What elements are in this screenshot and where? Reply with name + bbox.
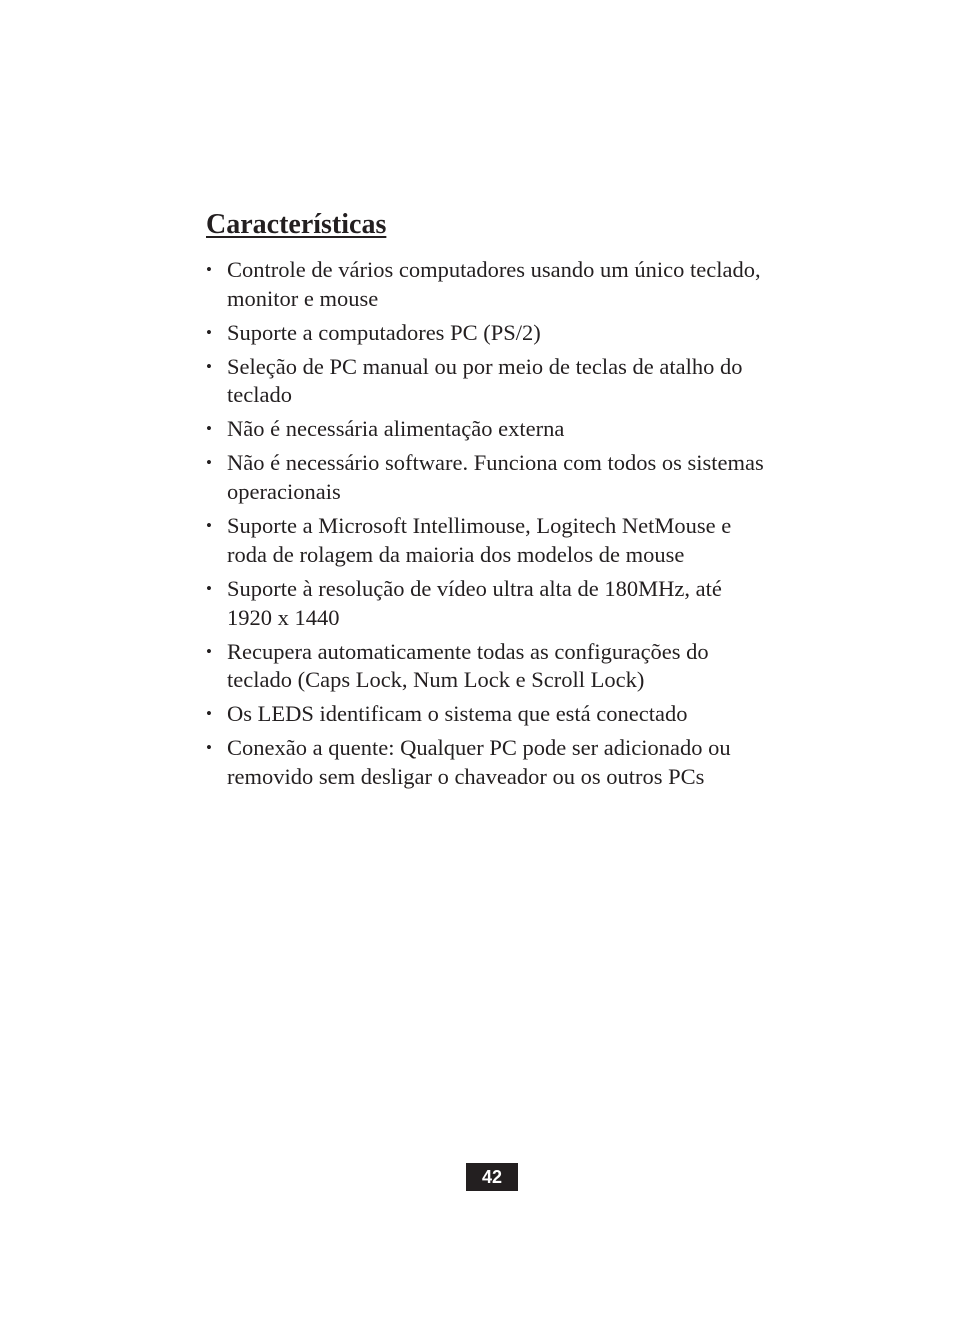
bullet-icon: • (206, 356, 212, 376)
bullet-icon: • (206, 453, 212, 473)
feature-item (206, 512, 766, 569)
bullet-icon: • (206, 516, 212, 536)
feature-item (206, 734, 766, 791)
feature-text: Controle de vários computadores usando um único teclado, monitor e mouse (227, 257, 761, 311)
feature-text: Suporte a computadores PC (PS/2) (227, 319, 541, 345)
feature-item (206, 575, 766, 632)
feature-item (206, 449, 766, 506)
feature-item (206, 700, 766, 729)
page-number-badge: 42 (466, 1163, 518, 1191)
feature-text: Seleção de PC manual ou por meio de teclas de atalho do teclado (227, 353, 743, 408)
feature-item (206, 256, 766, 313)
bullet-icon: • (206, 641, 212, 661)
bullet-icon: • (206, 322, 212, 342)
bullet-icon: • (206, 704, 212, 724)
feature-text: Conexão a quente: Qualquer PC pode ser adicionado ou removido sem desligar o chaveador ou os outros PCs (227, 735, 731, 789)
feature-item (206, 415, 766, 444)
features-section (206, 206, 766, 797)
bullet-icon: • (206, 738, 212, 758)
bullet-icon: • (206, 578, 212, 598)
feature-item (206, 638, 766, 695)
feature-text: Suporte à resolução de vídeo ultra alta de 180MHz, até 1920 x 1440 (227, 575, 722, 630)
features-list (206, 256, 766, 792)
feature-text: Os LEDS identificam o sistema que está conectado (227, 701, 688, 727)
feature-text: Não é necessária alimentação externa (227, 416, 565, 442)
feature-item (206, 319, 766, 348)
bullet-icon: • (206, 260, 212, 279)
feature-text: Recupera automaticamente todas as configurações do teclado (Caps Lock, Num Lock e Scroll Lock) (227, 638, 709, 693)
feature-text: Não é necessário software. Funciona com todos os sistemas operacionais (227, 450, 764, 505)
section-heading: Características (206, 209, 387, 240)
feature-item (206, 353, 766, 410)
feature-text: Suporte a Microsoft Intellimouse, Logitech NetMouse e roda de rolagem da maioria dos modelos de mouse (227, 513, 732, 567)
bullet-icon: • (206, 419, 212, 439)
